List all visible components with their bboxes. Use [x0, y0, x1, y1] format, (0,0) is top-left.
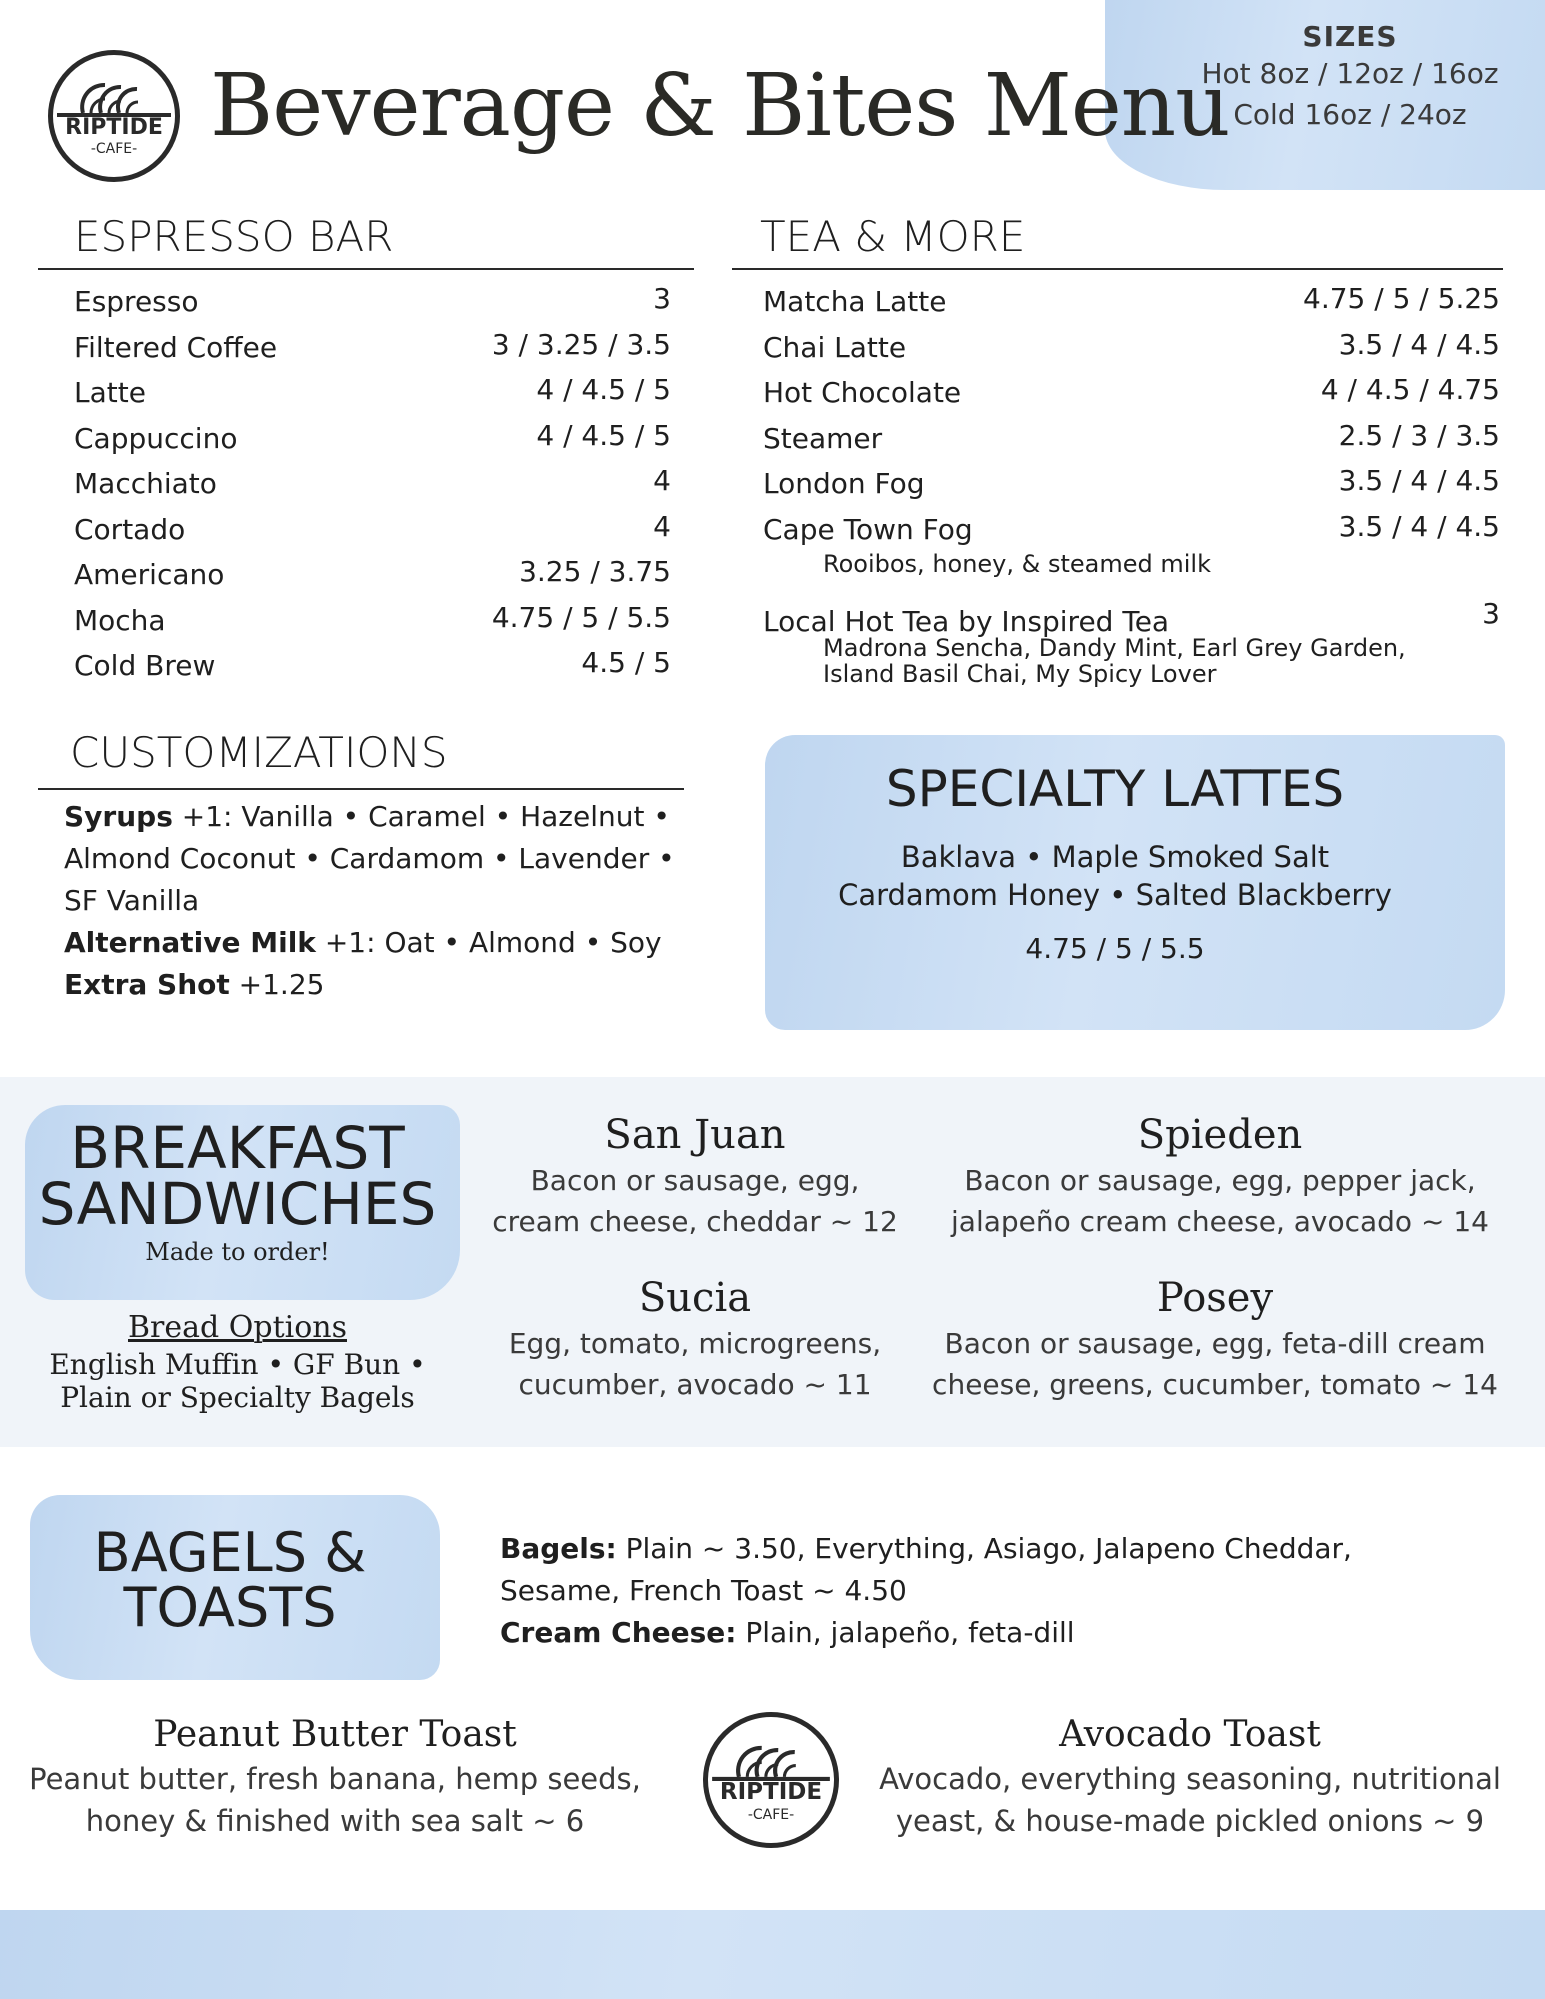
sandwich-san-juan: [480, 1110, 910, 1242]
item-name: Filtered Coffee: [74, 330, 278, 364]
sandwich-desc: Egg, tomato, microgreens,: [508, 1327, 882, 1360]
toast-desc: Avocado, everything seasoning, nutritional: [879, 1762, 1501, 1796]
bread-options: [35, 1348, 440, 1414]
customizations-body: [64, 796, 704, 1006]
item-price: 4: [653, 464, 671, 497]
sandwich-sucia: [480, 1273, 910, 1405]
espresso-bar-list: [74, 282, 671, 695]
menu-item: [74, 555, 671, 604]
sandwich-name: San Juan: [604, 1112, 786, 1158]
syrups-label: Syrups: [64, 800, 173, 833]
tea-more-list: [763, 282, 1500, 697]
sandwich-desc: cheese, greens, cucumber, tomato ~ 14: [932, 1368, 1498, 1401]
bagels-text: Plain ~ 3.50, Everything, Asiago, Jalapeno Cheddar,: [625, 1532, 1352, 1565]
item-name: Espresso: [74, 285, 199, 318]
item-name: Americano: [74, 558, 225, 591]
cream-cheese-text: Plain, jalapeño, feta-dill: [745, 1616, 1075, 1649]
menu-item: [74, 282, 671, 331]
syrups-text: +1: Vanilla • Caramel • Hazelnut • Almond Coconut • Cardamom • Lavender • SF Vanilla: [64, 800, 675, 917]
sizes-title: SIZES: [1302, 20, 1398, 53]
shot-label: Extra Shot: [64, 968, 230, 1001]
sandwich-desc: cucumber, avocado ~ 11: [518, 1368, 872, 1401]
customizations-title: CUSTOMIZATIONS: [70, 728, 448, 777]
breakfast-title-line: BREAKFAST: [70, 1114, 405, 1182]
specialty-title: SPECIALTY LATTES: [885, 760, 1345, 818]
item-price: 2.5 / 3 / 3.5: [1338, 418, 1500, 452]
item-name: Latte: [74, 376, 146, 409]
tea-more-title: TEA & MORE: [760, 212, 1026, 261]
menu-item: [763, 509, 1500, 605]
bagels-body: [500, 1528, 1500, 1654]
menu-item: [763, 373, 1500, 422]
item-price: 3 / 3.25 / 3.5: [491, 327, 671, 361]
item-name: Matcha Latte: [763, 285, 947, 318]
tea-more-rule: [732, 268, 1503, 270]
bagels-label: Bagels:: [500, 1532, 617, 1565]
specialty-flavors: [765, 838, 1465, 914]
riptide-logo-bottom: [703, 1712, 839, 1848]
menu-item: [74, 464, 671, 513]
sizes-cold: Cold 16oz / 24oz: [1233, 98, 1467, 131]
item-price: 3: [653, 282, 671, 315]
sizes-hot: Hot 8oz / 12oz / 16oz: [1201, 57, 1499, 90]
item-name: Cape Town Fog: [763, 512, 973, 546]
item-name: Macchiato: [74, 467, 217, 500]
item-name: Chai Latte: [763, 330, 907, 364]
toast-peanut-butter: [20, 1712, 650, 1842]
specialty-lattes: [765, 760, 1465, 965]
riptide-logo: [48, 50, 180, 182]
bread-options-title: Bread Options: [128, 1310, 347, 1345]
item-description: Island Basil Chai, My Spicy Lover: [823, 659, 1217, 688]
espresso-bar-title: ESPRESSO BAR: [74, 212, 394, 261]
shot-line: [64, 964, 704, 1006]
toast-name: Avocado Toast: [1059, 1714, 1321, 1755]
bread-options-line: English Muffin • GF Bun •: [49, 1348, 426, 1381]
item-price: 4 / 4.5 / 5: [536, 373, 671, 406]
toast-desc: honey & finished with sea salt ~ 6: [85, 1804, 585, 1838]
item-name: Cappuccino: [74, 421, 238, 455]
sandwich-desc: Bacon or sausage, egg, pepper jack,: [964, 1164, 1476, 1197]
shot-text: +1.25: [238, 968, 325, 1001]
menu-item: [763, 596, 1500, 697]
specialty-price: 4.75 / 5 / 5.5: [1025, 932, 1205, 965]
breakfast-title-line: SANDWICHES: [38, 1170, 437, 1238]
sizes-box: [1170, 20, 1530, 135]
sandwich-desc: Bacon or sausage, egg, feta-dill cream: [944, 1327, 1486, 1360]
item-name: Cortado: [74, 512, 186, 546]
menu-item: [763, 418, 1500, 468]
item-name: Mocha: [74, 603, 166, 637]
item-price: 4.5 / 5: [581, 646, 671, 679]
item-price: 3.5 / 4 / 4.5: [1338, 509, 1500, 543]
syrups-line: [64, 796, 704, 922]
item-name: Hot Chocolate: [763, 376, 962, 409]
item-name: Cold Brew: [74, 649, 216, 682]
toast-desc: yeast, & house-made pickled onions ~ 9: [895, 1804, 1485, 1838]
sandwich-spieden: [930, 1110, 1510, 1242]
menu-item: [74, 600, 671, 650]
cream-cheese-label: Cream Cheese:: [500, 1616, 737, 1649]
menu-item: [763, 282, 1500, 331]
item-description: Rooibos, honey, & steamed milk: [823, 549, 1211, 578]
bagels-line: Sesame, French Toast ~ 4.50: [500, 1574, 907, 1607]
milk-line: [64, 922, 704, 964]
milk-label: Alternative Milk: [64, 926, 316, 959]
specialty-flavors-line: Baklava • Maple Smoked Salt: [900, 840, 1330, 874]
item-price: 3.5 / 4 / 4.5: [1338, 327, 1500, 361]
breakfast-title: [35, 1114, 440, 1238]
bagels-title-line: TOASTS: [123, 1576, 337, 1639]
toast-avocado: [870, 1712, 1510, 1842]
logo-sub: -CAFE-: [90, 141, 138, 157]
item-name: Local Hot Tea by Inspired Tea: [763, 604, 1170, 638]
bread-options-line: Plain or Specialty Bagels: [60, 1381, 415, 1414]
item-price: 4.75 / 5 / 5.5: [491, 600, 671, 634]
customizations-rule: [38, 788, 684, 790]
item-price: 4: [653, 509, 671, 543]
item-price: 4 / 4.5 / 5: [536, 418, 671, 452]
sandwich-desc: cream cheese, cheddar ~ 12: [492, 1205, 898, 1238]
sandwich-posey: [915, 1273, 1515, 1405]
bottom-background: [0, 1910, 1545, 1999]
sandwich-desc: jalapeño cream cheese, avocado ~ 14: [951, 1205, 1489, 1238]
item-name: London Fog: [763, 467, 925, 500]
item-price: 3.25 / 3.75: [519, 555, 671, 588]
milk-text: +1: Oat • Almond • Soy: [324, 926, 662, 959]
toast-desc: Peanut butter, fresh banana, hemp seeds,: [29, 1762, 641, 1796]
logo-sub: -CAFE-: [747, 1807, 795, 1823]
menu-item: [763, 464, 1500, 513]
bagels-line: [500, 1528, 1500, 1570]
cream-cheese-line: [500, 1612, 1500, 1654]
logo-name: RIPTIDE: [719, 1779, 823, 1805]
sandwich-name: Posey: [1156, 1275, 1274, 1321]
menu-item: [74, 509, 671, 559]
menu-item: [74, 418, 671, 468]
item-name: Steamer: [763, 421, 883, 455]
espresso-bar-rule: [38, 268, 694, 270]
item-price: 4 / 4.5 / 4.75: [1320, 373, 1500, 406]
sandwich-name: Spieden: [1137, 1112, 1303, 1158]
menu-item: [763, 327, 1500, 377]
sandwich-name: Sucia: [638, 1275, 752, 1321]
specialty-flavors-line: Cardamom Honey • Salted Blackberry: [838, 878, 1392, 912]
item-price: 4.75 / 5 / 5.25: [1303, 282, 1500, 315]
logo-name: RIPTIDE: [65, 115, 163, 140]
menu-item: [74, 327, 671, 377]
sandwich-desc: Bacon or sausage, egg,: [530, 1164, 860, 1197]
toast-name: Peanut Butter Toast: [153, 1714, 517, 1755]
bagels-title-line: BAGELS &: [93, 1521, 367, 1584]
menu-item: [74, 646, 671, 695]
page-title: Beverage & Bites Menu: [210, 56, 1230, 156]
item-description: Madrona Sencha, Dandy Mint, Earl Grey Garden,: [823, 633, 1406, 662]
breakfast-subtitle: Made to order!: [145, 1238, 330, 1266]
bagels-title: [40, 1521, 420, 1639]
item-price: 3: [1482, 596, 1500, 630]
item-price: 3.5 / 4 / 4.5: [1338, 464, 1500, 497]
menu-item: [74, 373, 671, 422]
